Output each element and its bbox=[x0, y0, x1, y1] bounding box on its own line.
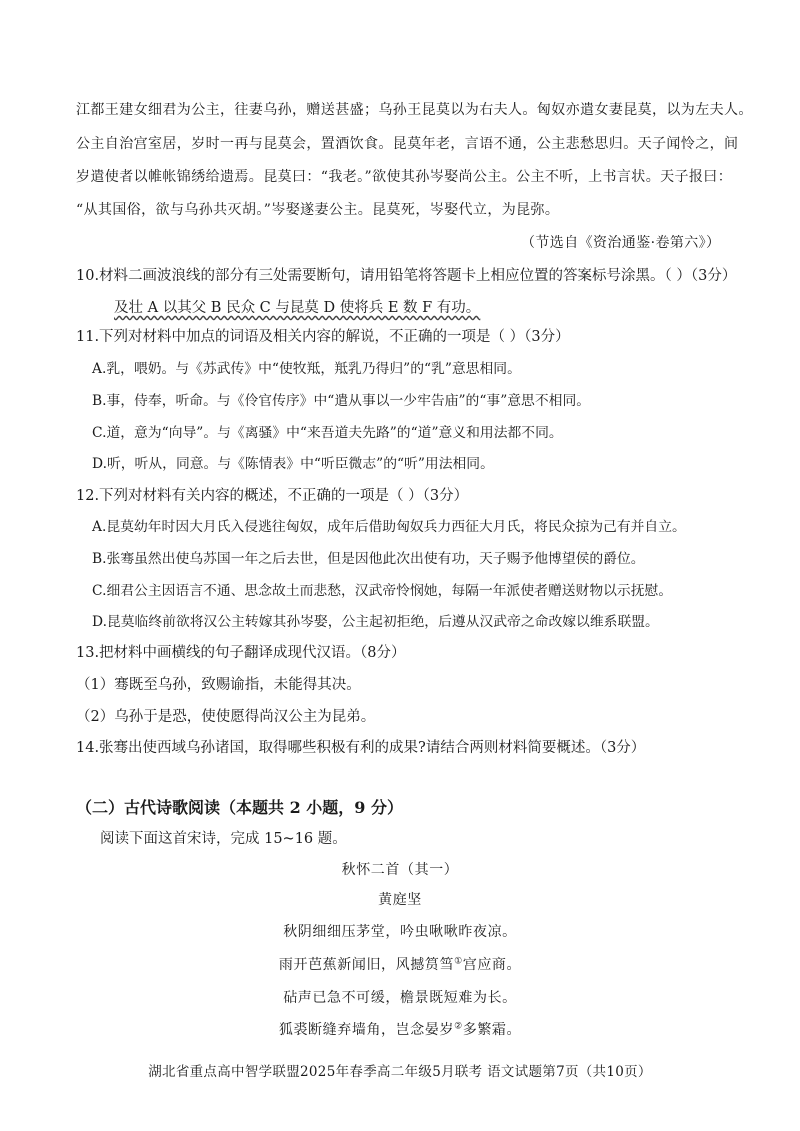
question-12-option-c: C.细君公主因语言不通、思念故土而悲愁，汉武帝怜悯她，每隔一年派使者赠送财物以示抚慰。 bbox=[92, 583, 673, 599]
poem-line-4-pre: 狐裘断缝弃墙角，岂念晏岁 bbox=[278, 1022, 455, 1038]
question-11-option-c: C.道，意为“向导”。与《离骚》中“来吾道夫先路”的“道”意义和用法都不同。 bbox=[92, 425, 563, 441]
question-11-option-d: D.听，听从，同意。与《陈情表》中“听臣微志”的“听”用法相同。 bbox=[92, 456, 494, 472]
poem-line-4 bbox=[0, 1020, 800, 1040]
passage-line-2: 公主自治宫室居，岁时一再与昆莫会，置酒饮食。昆莫年老，言语不通，公主悲愁思归。天子闻怜之，间 bbox=[76, 136, 739, 152]
poem-line-2 bbox=[0, 955, 800, 975]
page-footer: 湖北省重点高中智学联盟2025年春季高二年级5月联考 语文试题第7页（共10页） bbox=[148, 1064, 652, 1080]
section-title: （二）古代诗歌阅读（本题共 2 小题，9 分） bbox=[76, 798, 403, 817]
question-12-option-b: B.张骞虽然出使乌苏国一年之后去世，但是因他此次出使有功，天子赐予他博望侯的爵位。 bbox=[92, 551, 645, 567]
poem-line-1: 秋阴细细压茅堂，吟虫啾啾昨夜凉。 bbox=[283, 924, 517, 940]
footnote-1-marker: ① bbox=[454, 956, 463, 967]
poem-line-3: 砧声已急不可缓，檐景既短难为长。 bbox=[283, 990, 517, 1006]
question-12-option-a: A.昆莫幼年时因大月氏入侵逃往匈奴，成年后借助匈奴兵力西征大月氏，将民众掠为己有并自立。 bbox=[92, 519, 686, 535]
poem-line-4-post: 多繁霜。 bbox=[462, 1022, 522, 1038]
passage-line-4: “从其国俗，欲与乌孙共灭胡。”岑娶遂妻公主。昆莫死，岑娶代立，为昆弥。 bbox=[76, 202, 560, 218]
poem-author: 黄庭坚 bbox=[378, 892, 422, 908]
question-10: 10.材料二画波浪线的部分有三处需要断句，请用铅笔将答题卡上相应位置的答案标号涂黑。（ ）（3分） bbox=[76, 268, 737, 284]
question-13-item-2: （2）乌孙于是恐，使使愿得尚汉公主为昆弟。 bbox=[76, 709, 376, 725]
passage-line-1: 江都王建女细君为公主，往妻乌孙，赠送甚盛；乌孙王昆莫以为右夫人。匈奴亦遣女妻昆莫，以为左夫人。 bbox=[76, 102, 753, 118]
passage-line-3: 岁遣使者以帷帐锦绣给遗焉。昆莫曰：“我老。”欲使其孙岑娶尚公主。公主不听，上书言状。天子报曰： bbox=[76, 169, 733, 185]
question-11: 11.下列对材料中加点的词语及相关内容的解说，不正确的一项是（ ）（3分） bbox=[76, 329, 570, 345]
poem-line-2-post: 宫应商。 bbox=[462, 957, 522, 973]
passage-source: （节选自《资治通鉴·卷第六》） bbox=[521, 235, 721, 251]
question-14: 14.张骞出使西域乌孙诸国，取得哪些积极有利的成果?请结合两则材料简要概述。（3分） bbox=[76, 740, 646, 756]
question-11-option-b: B.事，侍奉，听命。与《伶官传序》中“遣从事以一少牢告庙”的“事”意思不相同。 bbox=[92, 393, 591, 409]
question-10-sentence: 及壮 A 以其父 B 民众 C 与昆莫 D 使将兵 E 数 F 有功。 bbox=[114, 300, 481, 316]
question-11-option-a: A.乳，喂奶。与《苏武传》中“使牧羝，羝乳乃得归”的“乳”意思相同。 bbox=[92, 361, 521, 377]
question-13-item-1: （1）骞既至乌孙，致赐谕指，未能得其决。 bbox=[76, 677, 361, 693]
footnote-2-marker: ② bbox=[454, 1021, 463, 1032]
section-instruction: 阅读下面这首宋诗，完成 15~16 题。 bbox=[100, 831, 347, 847]
poem-title: 秋怀二首（其一） bbox=[341, 862, 459, 878]
poem-line-2-pre: 雨开芭蕉新闻旧，风撼筼筜 bbox=[278, 957, 455, 973]
question-12: 12.下列对材料有关内容的概述，不正确的一项是（ ）（3分） bbox=[76, 488, 469, 504]
question-13: 13.把材料中画横线的句子翻译成现代汉语。（8分） bbox=[76, 645, 406, 661]
question-12-option-d: D.昆莫临终前欲将汉公主转嫁其孙岑娶，公主起初拒绝，后遵从汉武帝之命改嫁以维系联盟。 bbox=[92, 614, 659, 630]
